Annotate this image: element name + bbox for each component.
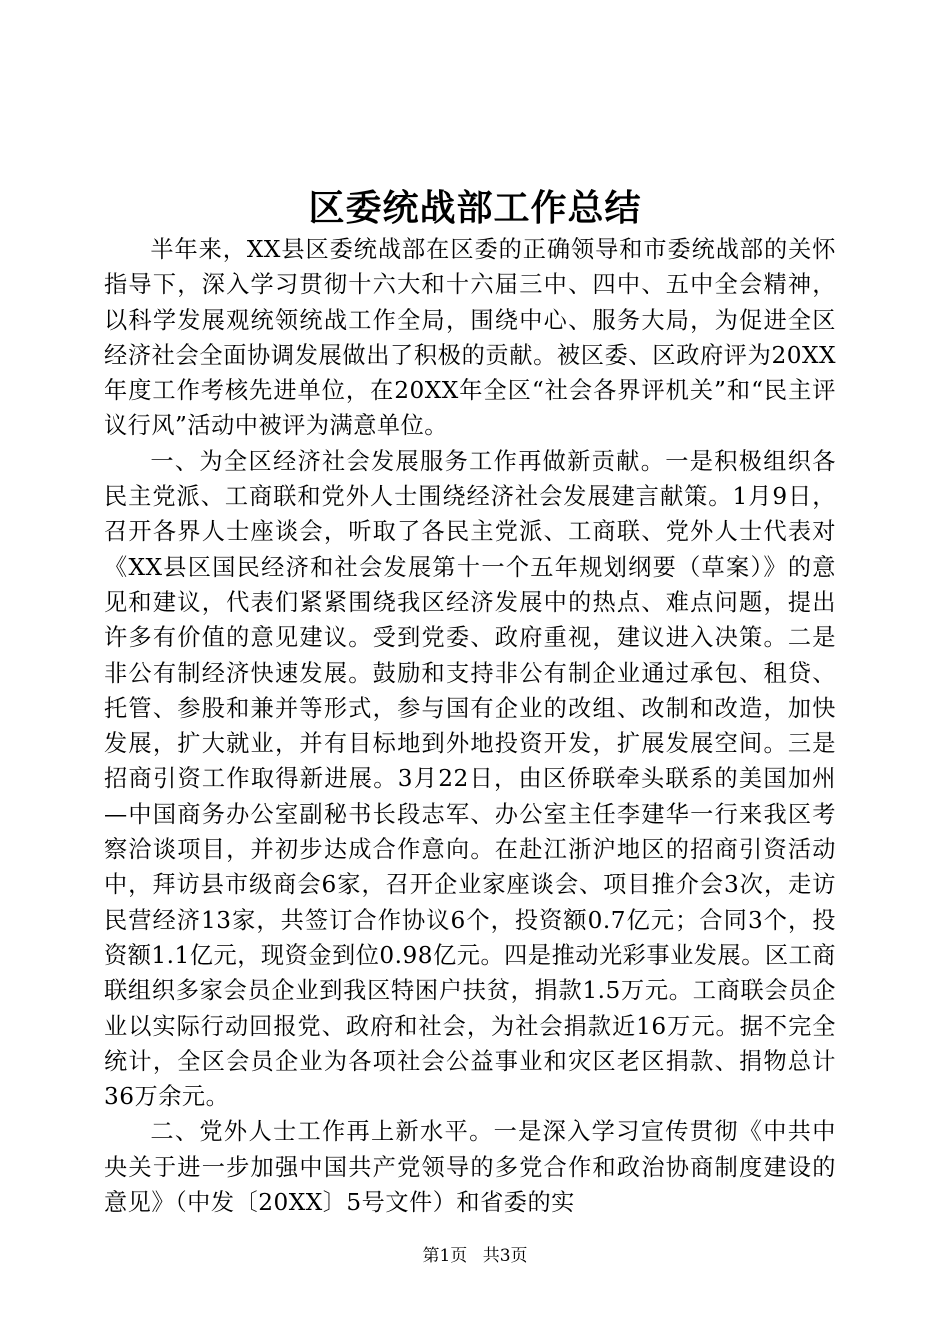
paragraph-section-2: 二、党外人士工作再上新水平。一是深入学习宣传贯彻《中共中央关于进一步加强中国共产党领导的多党合作和政治协商制度建设的意见》（中发〔20XX〕5号文件）和省委的实 [104, 1118, 836, 1217]
page-footer [0, 1245, 950, 1267]
document-title: 区委统战部工作总结 [308, 187, 642, 229]
document-body [104, 232, 836, 1220]
page-total: 共3页 [482, 1246, 528, 1266]
paragraph-section-1: 一、为全区经济社会发展服务工作再做新贡献。一是积极组织各民主党派、工商联和党外人士围绕经济社会发展建言献策。1月9日，召开各界人士座谈会，听取了各民主党派、工商联、党外人士代表对《XX县区国民经济和社会发展第十一个五年规划纲要（草案）》的意见和建议，代表们紧紧围绕我区经济发展中的热点、难点问题，提出许多有价值的意见建议。受到党委、政府重视，建议进入决策。二是非公有制经济快速发展。鼓励和支持非公有制企业通过承包、租贷、托管、参股和兼并等形式，参与国有企业的改组、改制和改造，加快发展，扩大就业，并有目标地到外地投资开发，扩展发展空间。三是招商引资工作取得新进展。3月22日，由区侨联牵头联系的美国加州—中国商务办公室副秘书长段志军、办公室主任李建华一行来我区考察洽谈项目，并初步达成合作意向。在赴江浙沪地区的招商引资活动中，拜访县市级商会6家，召开企业家座谈会、项目推介会3次，走访民营经济13家，共签订合作协议6个，投资额0.7亿元；合同3个，投资额1.1亿元，现资金到位0.98亿元。四是推动光彩事业发展。区工商联组织多家会员企业到我区特困户扶贫，捐款1.5万元。工商联会员企业以实际行动回报党、政府和社会，为社会捐款近16万元。据不完全统计，全区会员企业为各项社会公益事业和灾区老区捐款、捐物总计36万余元。 [104, 447, 836, 1111]
page-number: 第1页 [422, 1246, 468, 1266]
paragraph-intro: 半年来，XX县区委统战部在区委的正确领导和市委统战部的关怀指导下，深入学习贯彻十六大和十六届三中、四中、五中全会精神，以科学发展观统领统战工作全局，围绕中心、服务大局，为促进全区经济社会全面协调发展做出了积极的贡献。被区委、区政府评为20XX年度工作考核先进单位，在20XX年全区“社会各界评机关”和“民主评议行风”活动中被评为满意单位。 [104, 236, 836, 440]
